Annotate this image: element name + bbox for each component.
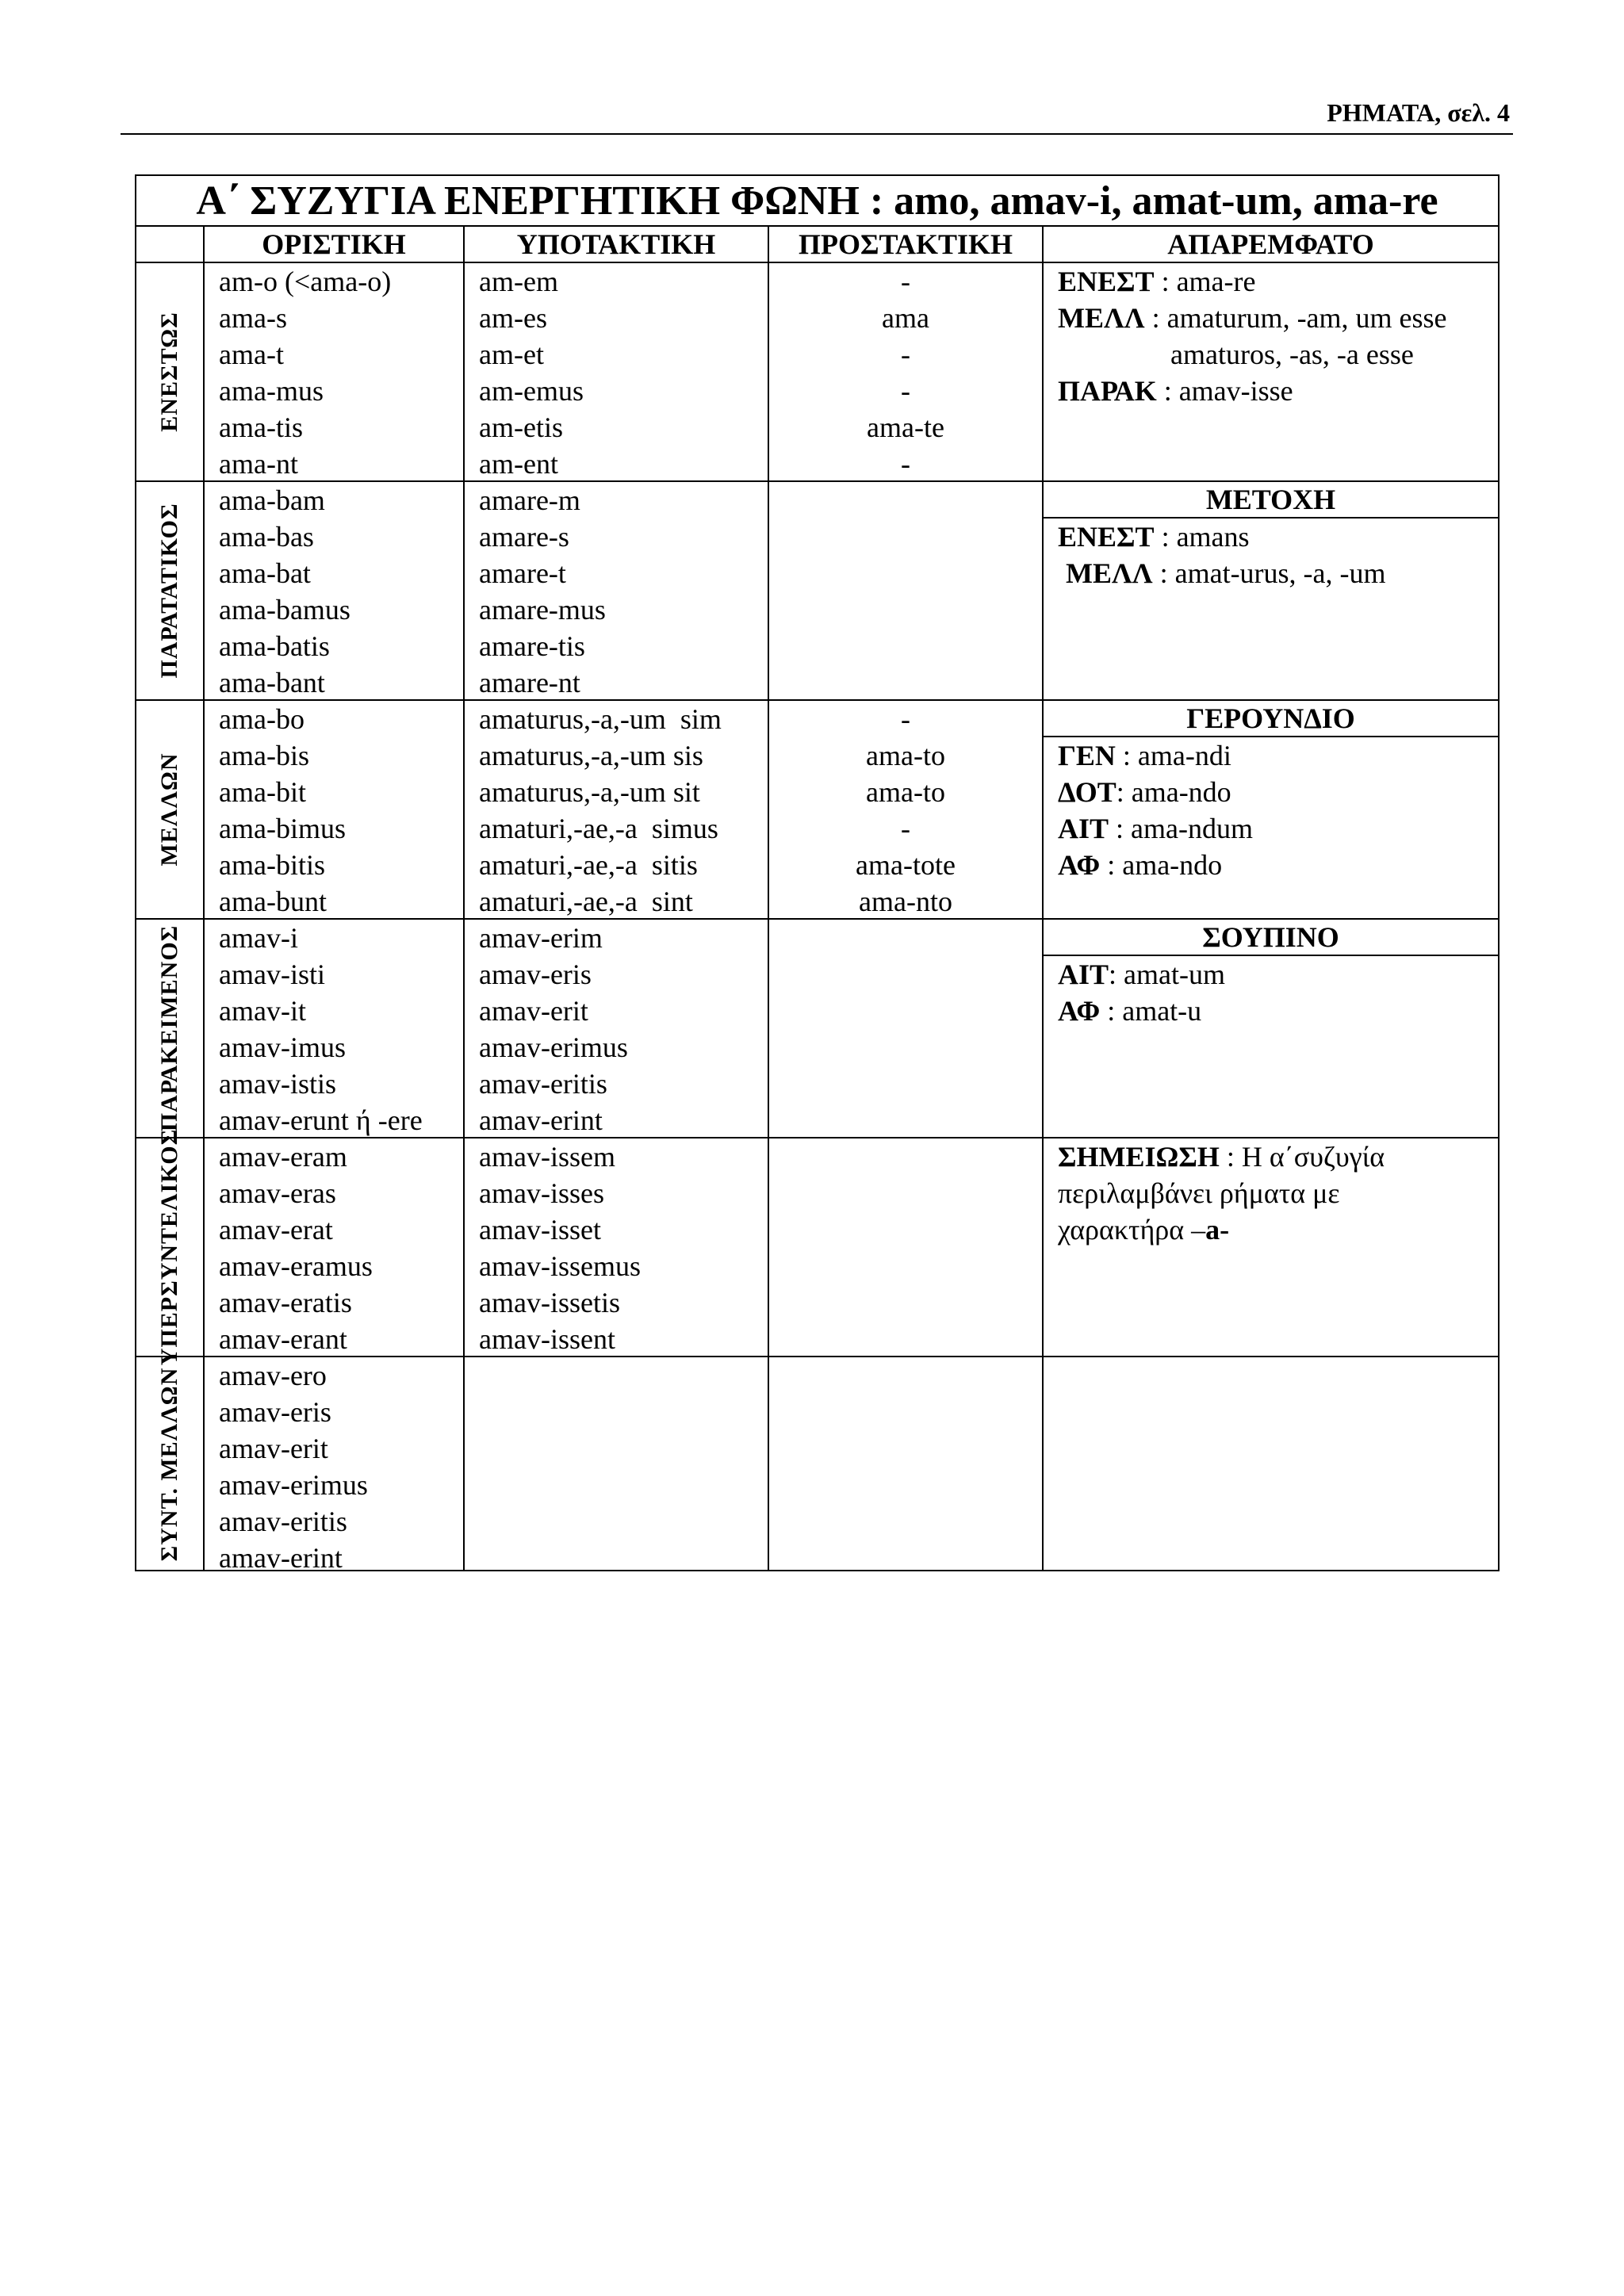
tense-label-pluperfect: ΥΠΕΡΣΥΝΤΕΛΙΚΟΣ [136, 1138, 205, 1357]
form: amav-erimus [219, 1469, 368, 1501]
form: amav-eritis [479, 1068, 607, 1100]
form: ama-bimus [219, 813, 346, 844]
form: ama-tote [856, 849, 956, 881]
header-imperative: ΠΡΟΣΤΑΚΤΙΚΗ [769, 227, 1044, 263]
infinitive-perfect: ΠΑΡΑΚ : amav-isse [1058, 375, 1293, 407]
form: am-et [479, 339, 544, 370]
header-infinitive: ΑΠΑΡΕΜΦΑΤΟ [1044, 227, 1498, 263]
form: ama-to [866, 776, 945, 808]
form: - [901, 375, 910, 407]
form: amav-i [219, 922, 298, 954]
form: amare-t [479, 557, 566, 589]
form: ama-nto [859, 886, 952, 917]
infinitive-future-plural: amaturos, -as, -a esse [1170, 339, 1414, 370]
form: ama-nt [219, 448, 298, 480]
form: amav-issetis [479, 1287, 620, 1318]
form: ama-tis [219, 411, 303, 443]
form: ama-bam [219, 484, 325, 516]
gerund-dative: ΔΟΤ: ama-ndo [1058, 776, 1231, 808]
header-subjunctive: ΥΠΟΤΑΚΤΙΚΗ [465, 227, 769, 263]
form: - [901, 266, 910, 297]
gerund-heading: ΓΕΡΟΥΝΔΙΟ [1044, 701, 1498, 737]
form: ama-bat [219, 557, 311, 589]
note-cell [1044, 1138, 1498, 1357]
future-indicative-cell [205, 701, 465, 920]
participle-present: ΕΝΕΣΤ : amans [1058, 521, 1250, 553]
form: ama [882, 302, 929, 334]
form: amare-nt [479, 667, 580, 698]
present-imperative-cell [769, 263, 1044, 482]
form: amav-eris [219, 1396, 331, 1428]
supine-heading: ΣΟΥΠΙΝΟ [1044, 920, 1498, 956]
page-reference: ΡΗΜΑΤΑ, σελ. 4 [1327, 98, 1510, 127]
pluperfect-imperative-cell [769, 1138, 1044, 1357]
present-subjunctive-cell [465, 263, 769, 482]
imperfect-imperative-cell [769, 482, 1044, 701]
imperfect-indicative-cell [205, 482, 465, 701]
infinitive-present: ΕΝΕΣΤ : ama-re [1058, 266, 1256, 297]
form: amav-eram [219, 1141, 347, 1173]
perfect-subjunctive-cell [465, 920, 769, 1138]
form: am-ent [479, 448, 558, 480]
tense-label-imperfect: ΠΑΡΑΤΑΤΙΚΟΣ [136, 482, 205, 701]
form: - [901, 703, 910, 735]
pluperfect-indicative-cell [205, 1138, 465, 1357]
form: amav-eratis [219, 1287, 352, 1318]
future-perfect-imperative-cell [769, 1357, 1044, 1571]
tense-label-perfect: ΠΑΡΑΚΕΙΜΕΝΟΣ [136, 920, 205, 1138]
supine-ablative: ΑΦ : amat-u [1058, 995, 1202, 1027]
form: amaturi,-ae,-a simus [479, 813, 718, 844]
form: amav-issemus [479, 1250, 641, 1282]
present-indicative-cell [205, 263, 465, 482]
form: amav-eramus [219, 1250, 373, 1282]
conjugation-table [135, 174, 1500, 1574]
form: ama-bitis [219, 849, 325, 881]
form: amav-erit [219, 1433, 328, 1464]
form: amav-erat [219, 1214, 333, 1246]
form: ama-bamus [219, 594, 350, 626]
perfect-indicative-cell [205, 920, 465, 1138]
form: - [901, 813, 910, 844]
header-corner [136, 227, 205, 263]
gerund-genitive: ΓΕΝ : ama-ndi [1058, 740, 1231, 771]
form: amav-erunt ή -ere [219, 1104, 423, 1136]
infinitive-future: ΜΕΛΛ : amaturum, -am, um esse [1058, 302, 1447, 334]
header-indicative: ΟΡΙΣΤΙΚΗ [205, 227, 465, 263]
gerund-accusative: ΑΙΤ : ama-ndum [1058, 813, 1253, 844]
page-header [121, 94, 1513, 135]
note-line-1: ΣΗΜΕΙΩΣΗ : Η α΄συζυγία [1058, 1141, 1385, 1173]
form: amav-istis [219, 1068, 336, 1100]
form: ama-batis [219, 630, 330, 662]
form: amav-imus [219, 1031, 346, 1063]
participle-cell [1044, 482, 1498, 701]
future-perfect-subjunctive-cell [465, 1357, 769, 1571]
form: amav-eritis [219, 1506, 347, 1537]
table-title: Α΄ ΣΥΖΥΓΙΑ ΕΝΕΡΓΗΤΙΚΗ ΦΩΝΗ : amo, amav-i, amat-um, ama-re [136, 176, 1498, 227]
form: ama-bant [219, 667, 325, 698]
form: ama-mus [219, 375, 324, 407]
form: amav-ero [219, 1360, 327, 1391]
form: amaturus,-a,-um sis [479, 740, 703, 771]
note-line-2: περιλαμβάνει ρήματα με [1058, 1177, 1340, 1209]
form: amav-eras [219, 1177, 336, 1209]
form: amare-s [479, 521, 569, 553]
form: amav-isti [219, 959, 325, 990]
form: ama-s [219, 302, 287, 334]
form: amav-erint [479, 1104, 603, 1136]
supine-accusative: ΑΙΤ: amat-um [1058, 959, 1225, 990]
form: ama-bunt [219, 886, 327, 917]
form: amav-issem [479, 1141, 615, 1173]
gerund-cell [1044, 701, 1498, 920]
form: amare-tis [479, 630, 585, 662]
form: amav-erant [219, 1323, 347, 1355]
form: am-es [479, 302, 547, 334]
form: amav-erit [479, 995, 588, 1027]
form: ama-bo [219, 703, 304, 735]
form: amav-isset [479, 1214, 601, 1246]
form: - [901, 339, 910, 370]
form: amav-erint [219, 1542, 343, 1574]
form: amaturus,-a,-um sit [479, 776, 700, 808]
form: amaturi,-ae,-a sitis [479, 849, 698, 881]
form: ama-bis [219, 740, 309, 771]
future-imperative-cell [769, 701, 1044, 920]
form: ama-to [866, 740, 945, 771]
form: am-emus [479, 375, 584, 407]
form: amaturi,-ae,-a sint [479, 886, 693, 917]
form: amare-m [479, 484, 580, 516]
infinitive-cell [1044, 263, 1498, 482]
form: ama-bit [219, 776, 306, 808]
tense-label-present: ΕΝΕΣΤΩΣ [136, 263, 205, 482]
pluperfect-subjunctive-cell [465, 1138, 769, 1357]
form: amaturus,-a,-um sim [479, 703, 722, 735]
future-subjunctive-cell [465, 701, 769, 920]
empty-cell [1044, 1357, 1498, 1571]
imperfect-subjunctive-cell [465, 482, 769, 701]
form: amav-it [219, 995, 306, 1027]
form: am-etis [479, 411, 563, 443]
form: ama-bas [219, 521, 314, 553]
form: amav-eris [479, 959, 592, 990]
tense-label-future: ΜΕΛΛΩΝ [136, 701, 205, 920]
form: - [901, 448, 910, 480]
form: amav-erimus [479, 1031, 628, 1063]
form: am-em [479, 266, 558, 297]
note-line-3: χαρακτήρα –a- [1058, 1214, 1230, 1246]
form: ama-t [219, 339, 284, 370]
form: ama-te [867, 411, 944, 443]
supine-cell [1044, 920, 1498, 1138]
form: am-o (<ama-o) [219, 266, 392, 297]
perfect-imperative-cell [769, 920, 1044, 1138]
participle-future: ΜΕΛΛ : amat-urus, -a, -um [1066, 557, 1386, 589]
participle-heading: ΜΕΤΟΧΗ [1044, 482, 1498, 519]
form: amare-mus [479, 594, 606, 626]
form: amav-isses [479, 1177, 604, 1209]
tense-label-future-perfect: ΣΥΝΤ. ΜΕΛΛΩΝ [136, 1357, 205, 1571]
form: amav-erim [479, 922, 603, 954]
form: amav-issent [479, 1323, 615, 1355]
gerund-ablative: ΑΦ : ama-ndo [1058, 849, 1223, 881]
future-perfect-indicative-cell [205, 1357, 465, 1574]
